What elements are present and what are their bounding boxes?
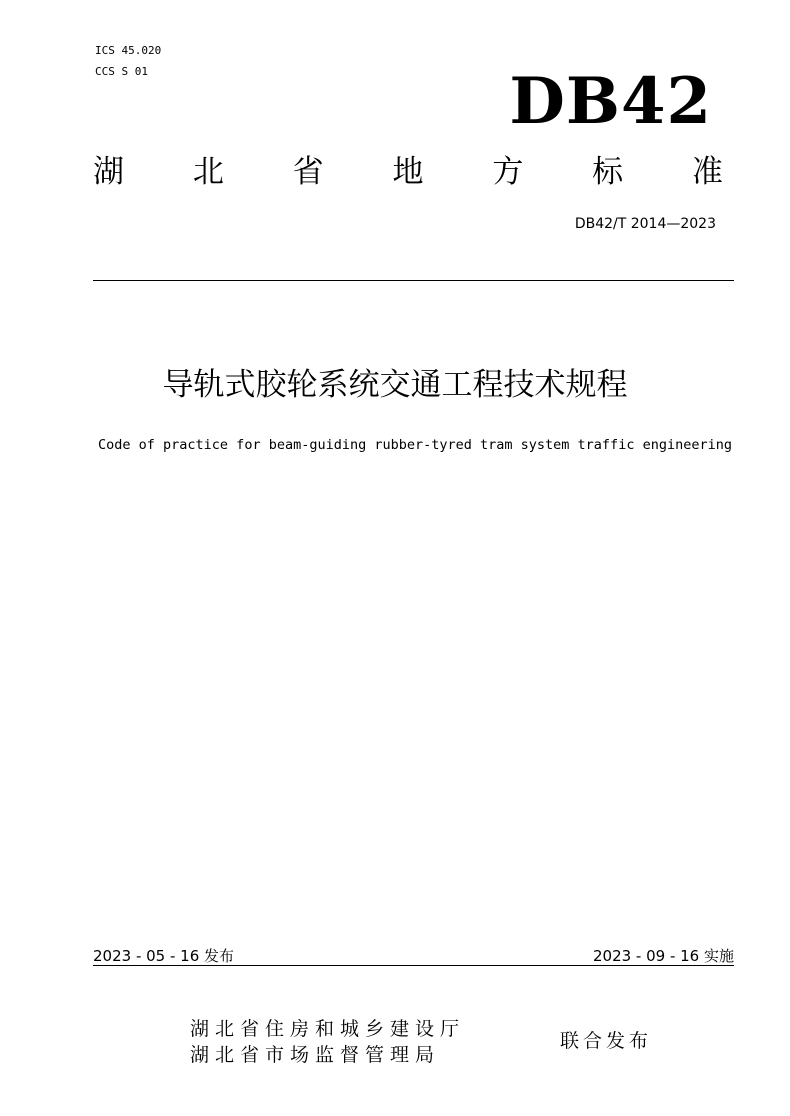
implementation-date: 2023 - 09 - 16 实施 bbox=[592, 947, 734, 965]
bottom-divider bbox=[93, 965, 734, 966]
standard-type-char: 地 bbox=[392, 154, 424, 190]
standard-type-char: 标 bbox=[592, 154, 624, 190]
standard-type-heading bbox=[93, 150, 723, 194]
chinese-title: 导轨式胶轮系统交通工程技术规程 bbox=[162, 367, 628, 403]
release-date: 2023 - 05 - 16 发布 bbox=[93, 947, 235, 965]
english-title: Code of practice for beam-guiding rubber-tyred tram system traffic engineering bbox=[98, 437, 732, 453]
standard-type-char: 准 bbox=[691, 154, 723, 190]
standard-type-char: 湖 bbox=[93, 154, 124, 190]
issuer-housing-department: 湖北省住房和城乡建设厅 bbox=[190, 1018, 466, 1040]
standard-type-char: 北 bbox=[192, 154, 224, 190]
standard-type-char: 省 bbox=[292, 154, 324, 190]
issuer-market-regulation: 湖北省市场监督管理局 bbox=[190, 1044, 441, 1066]
ics-code: ICS 45.020 bbox=[95, 44, 162, 57]
joint-release-label: 联合发布 bbox=[560, 1030, 653, 1052]
standard-number: DB42/T 2014—2023 bbox=[574, 216, 716, 232]
issuing-authorities bbox=[190, 1016, 465, 1068]
classification-codes bbox=[95, 40, 161, 82]
top-divider bbox=[93, 280, 734, 281]
db42-logo: DB42 bbox=[509, 64, 712, 139]
ccs-code: CCS S 01 bbox=[95, 65, 148, 78]
standard-type-char: 方 bbox=[492, 154, 524, 190]
